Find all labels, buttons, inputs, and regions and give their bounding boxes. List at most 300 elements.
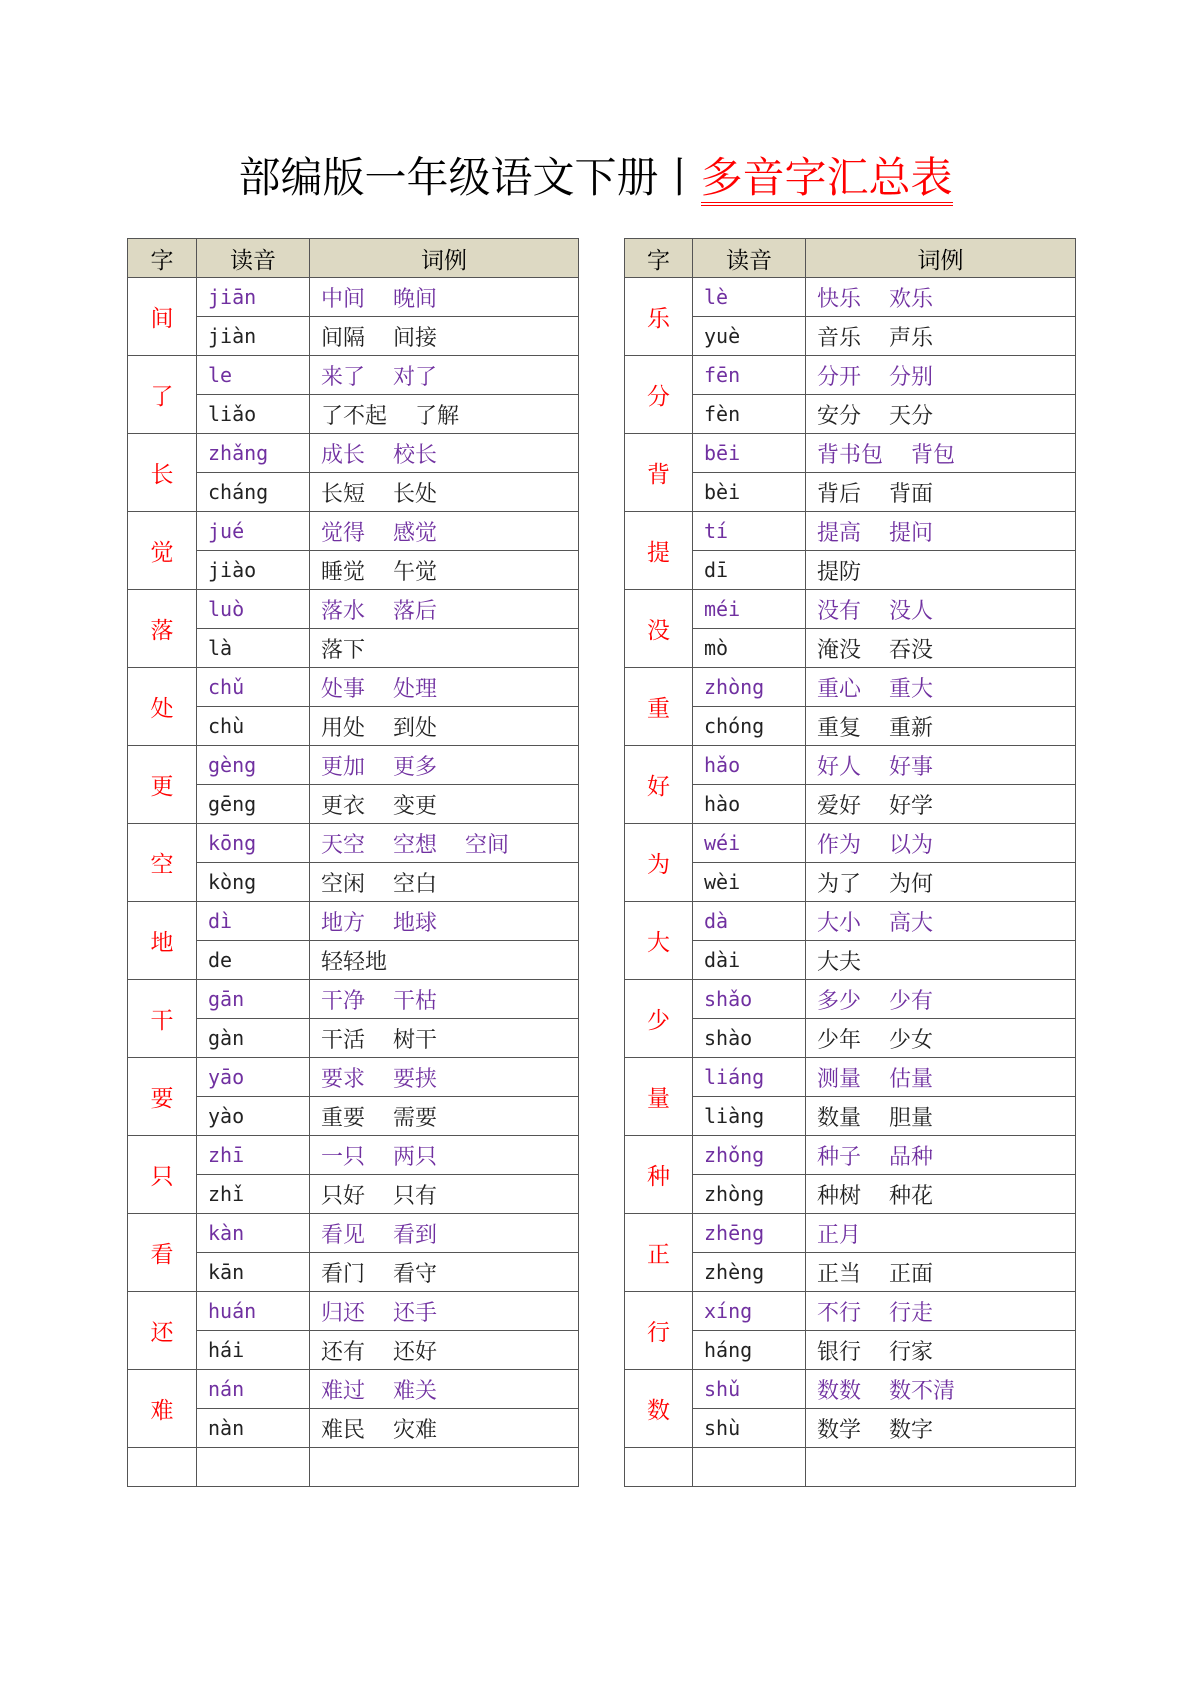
table-row bbox=[625, 551, 1076, 590]
example-word: 数不清 bbox=[889, 1378, 956, 1404]
table-row bbox=[128, 1058, 579, 1097]
example-words-cell bbox=[310, 707, 579, 746]
empty-row bbox=[128, 1448, 579, 1487]
polyphone-char: 间 bbox=[128, 278, 197, 356]
example-word: 快乐 bbox=[817, 286, 862, 312]
table-row bbox=[625, 317, 1076, 356]
example-words-cell bbox=[310, 1058, 579, 1097]
example-word: 空想 bbox=[393, 832, 438, 858]
example-word: 看门 bbox=[321, 1261, 366, 1287]
example-words-cell bbox=[310, 551, 579, 590]
example-word: 还手 bbox=[393, 1300, 438, 1326]
example-word: 需要 bbox=[393, 1105, 438, 1131]
example-word: 测量 bbox=[817, 1066, 862, 1092]
table-row bbox=[128, 902, 579, 941]
example-word: 行家 bbox=[889, 1339, 934, 1365]
pinyin-cell: kān bbox=[197, 1253, 310, 1292]
table-row bbox=[625, 1019, 1076, 1058]
pinyin-cell: hào bbox=[693, 785, 806, 824]
polyphone-char: 少 bbox=[625, 980, 693, 1058]
table-row bbox=[625, 1409, 1076, 1448]
example-words-cell bbox=[310, 278, 579, 317]
pinyin-cell: kòng bbox=[197, 863, 310, 902]
example-words-cell bbox=[806, 278, 1076, 317]
example-words-cell bbox=[806, 1019, 1076, 1058]
example-word: 种花 bbox=[889, 1183, 934, 1209]
table-row bbox=[625, 356, 1076, 395]
example-word: 树干 bbox=[393, 1027, 438, 1053]
example-word: 好人 bbox=[817, 754, 862, 780]
pinyin-cell: zhēng bbox=[693, 1214, 806, 1253]
example-word: 提问 bbox=[889, 520, 934, 546]
title-highlight: 多音字汇总表 bbox=[701, 153, 953, 206]
example-word: 没人 bbox=[889, 598, 934, 624]
example-word: 晚间 bbox=[393, 286, 438, 312]
pinyin-cell: zhǎng bbox=[197, 434, 310, 473]
example-word: 数量 bbox=[817, 1105, 862, 1131]
table-row bbox=[625, 1253, 1076, 1292]
example-words-cell bbox=[310, 824, 579, 863]
polyphone-char: 正 bbox=[625, 1214, 693, 1292]
polyphone-char: 更 bbox=[128, 746, 197, 824]
example-word: 重新 bbox=[889, 715, 934, 741]
polyphone-char: 看 bbox=[128, 1214, 197, 1292]
example-word: 难民 bbox=[321, 1417, 366, 1443]
header-char: 字 bbox=[128, 239, 197, 278]
table-row bbox=[625, 1058, 1076, 1097]
pinyin-cell: kōng bbox=[197, 824, 310, 863]
example-word: 声乐 bbox=[889, 325, 934, 351]
table-row bbox=[625, 473, 1076, 512]
example-word: 正面 bbox=[889, 1261, 934, 1287]
example-word: 淹没 bbox=[817, 637, 862, 663]
example-words-cell bbox=[310, 1409, 579, 1448]
pinyin-cell: yāo bbox=[197, 1058, 310, 1097]
pinyin-cell: háng bbox=[693, 1331, 806, 1370]
pinyin-cell: shào bbox=[693, 1019, 806, 1058]
example-words-cell bbox=[806, 824, 1076, 863]
example-words-cell bbox=[310, 863, 579, 902]
polyphone-char: 处 bbox=[128, 668, 197, 746]
header-pinyin: 读音 bbox=[197, 239, 310, 278]
table-row bbox=[625, 590, 1076, 629]
table-header bbox=[128, 239, 579, 278]
table-row bbox=[625, 941, 1076, 980]
polyphone-char: 了 bbox=[128, 356, 197, 434]
pinyin-cell: zhǐ bbox=[197, 1175, 310, 1214]
pinyin-cell: hái bbox=[197, 1331, 310, 1370]
example-word: 更加 bbox=[321, 754, 366, 780]
example-word: 银行 bbox=[817, 1339, 862, 1365]
example-word: 落下 bbox=[321, 637, 366, 663]
example-words-cell bbox=[806, 629, 1076, 668]
example-word: 种树 bbox=[817, 1183, 862, 1209]
polyphone-char: 好 bbox=[625, 746, 693, 824]
example-words-cell bbox=[310, 941, 579, 980]
example-word: 数学 bbox=[817, 1417, 862, 1443]
example-words-cell bbox=[806, 746, 1076, 785]
example-words-cell bbox=[806, 1214, 1076, 1253]
table-row bbox=[128, 1292, 579, 1331]
pinyin-cell: xíng bbox=[693, 1292, 806, 1331]
table-row bbox=[625, 746, 1076, 785]
example-word: 校长 bbox=[393, 442, 438, 468]
table-row bbox=[128, 434, 579, 473]
pinyin-cell: fēn bbox=[693, 356, 806, 395]
example-word: 难关 bbox=[393, 1378, 438, 1404]
example-words-cell bbox=[806, 1409, 1076, 1448]
example-word: 多少 bbox=[817, 988, 862, 1014]
example-word: 数字 bbox=[889, 1417, 934, 1443]
example-word: 看见 bbox=[321, 1222, 366, 1248]
example-word: 难过 bbox=[321, 1378, 366, 1404]
example-word: 好事 bbox=[889, 754, 934, 780]
example-word: 作为 bbox=[817, 832, 862, 858]
header-pinyin: 读音 bbox=[693, 239, 806, 278]
table-row bbox=[625, 1175, 1076, 1214]
example-word: 干枯 bbox=[393, 988, 438, 1014]
example-word: 地方 bbox=[321, 910, 366, 936]
example-words-cell bbox=[310, 317, 579, 356]
polyphone-char: 干 bbox=[128, 980, 197, 1058]
example-word: 还好 bbox=[393, 1339, 438, 1365]
example-word: 分别 bbox=[889, 364, 934, 390]
empty-cell-char bbox=[128, 1448, 197, 1487]
pinyin-cell: hǎo bbox=[693, 746, 806, 785]
example-words-cell bbox=[310, 1175, 579, 1214]
example-word: 空白 bbox=[393, 871, 438, 897]
pinyin-cell: bēi bbox=[693, 434, 806, 473]
pinyin-cell: lè bbox=[693, 278, 806, 317]
example-word: 来了 bbox=[321, 364, 366, 390]
pinyin-cell: jiào bbox=[197, 551, 310, 590]
example-word: 少女 bbox=[889, 1027, 934, 1053]
pinyin-cell: zhī bbox=[197, 1136, 310, 1175]
example-words-cell bbox=[310, 668, 579, 707]
table-row bbox=[128, 668, 579, 707]
example-word: 好学 bbox=[889, 793, 934, 819]
example-word: 正当 bbox=[817, 1261, 862, 1287]
table-row bbox=[625, 707, 1076, 746]
example-word: 长处 bbox=[393, 481, 438, 507]
example-word: 重大 bbox=[889, 676, 934, 702]
example-word: 轻轻地 bbox=[321, 949, 388, 975]
example-words-cell bbox=[310, 1331, 579, 1370]
table-row bbox=[128, 980, 579, 1019]
example-word: 正月 bbox=[817, 1222, 862, 1248]
example-words-cell bbox=[806, 356, 1076, 395]
example-words-cell bbox=[310, 1019, 579, 1058]
example-words-cell bbox=[806, 1136, 1076, 1175]
example-word: 间隔 bbox=[321, 325, 366, 351]
pinyin-cell: dà bbox=[693, 902, 806, 941]
pinyin-cell: shǔ bbox=[693, 1370, 806, 1409]
example-words-cell bbox=[310, 434, 579, 473]
example-word: 背后 bbox=[817, 481, 862, 507]
example-words-cell bbox=[310, 1097, 579, 1136]
example-word: 看到 bbox=[393, 1222, 438, 1248]
pinyin-cell: chóng bbox=[693, 707, 806, 746]
example-words-cell bbox=[806, 707, 1076, 746]
example-word: 看守 bbox=[393, 1261, 438, 1287]
example-word: 到处 bbox=[393, 715, 438, 741]
pinyin-cell: là bbox=[197, 629, 310, 668]
pinyin-cell: dī bbox=[693, 551, 806, 590]
example-word: 更衣 bbox=[321, 793, 366, 819]
example-word: 更多 bbox=[393, 754, 438, 780]
pinyin-cell: liáng bbox=[693, 1058, 806, 1097]
polyphone-char: 长 bbox=[128, 434, 197, 512]
polyphone-char: 觉 bbox=[128, 512, 197, 590]
example-words-cell bbox=[806, 434, 1076, 473]
table-row bbox=[625, 668, 1076, 707]
polyphone-char: 分 bbox=[625, 356, 693, 434]
example-word: 要挟 bbox=[393, 1066, 438, 1092]
table-row bbox=[625, 863, 1076, 902]
title-main: 部编版一年级语文下册丨 bbox=[238, 153, 701, 202]
polyphone-char: 背 bbox=[625, 434, 693, 512]
example-words-cell bbox=[806, 1253, 1076, 1292]
pinyin-cell: zhòng bbox=[693, 668, 806, 707]
pinyin-cell: tí bbox=[693, 512, 806, 551]
example-words-cell bbox=[310, 1214, 579, 1253]
table-header bbox=[625, 239, 1076, 278]
table-row bbox=[625, 824, 1076, 863]
header-char: 字 bbox=[625, 239, 693, 278]
example-word: 了不起 bbox=[321, 403, 388, 429]
pinyin-cell: le bbox=[197, 356, 310, 395]
example-words-cell bbox=[310, 785, 579, 824]
table-row bbox=[625, 434, 1076, 473]
example-words-cell bbox=[310, 1370, 579, 1409]
example-word: 只好 bbox=[321, 1183, 366, 1209]
example-words-cell bbox=[806, 1097, 1076, 1136]
table-row bbox=[625, 1331, 1076, 1370]
example-word: 觉得 bbox=[321, 520, 366, 546]
page-title bbox=[0, 145, 1191, 205]
pinyin-cell: jiàn bbox=[197, 317, 310, 356]
pinyin-cell: shǎo bbox=[693, 980, 806, 1019]
pinyin-cell: méi bbox=[693, 590, 806, 629]
pinyin-cell: nàn bbox=[197, 1409, 310, 1448]
pinyin-cell: yào bbox=[197, 1097, 310, 1136]
example-words-cell bbox=[310, 980, 579, 1019]
pinyin-cell: gàn bbox=[197, 1019, 310, 1058]
table-row bbox=[625, 395, 1076, 434]
pinyin-cell: jué bbox=[197, 512, 310, 551]
polyphone-char: 大 bbox=[625, 902, 693, 980]
example-word: 感觉 bbox=[393, 520, 438, 546]
example-word: 灾难 bbox=[393, 1417, 438, 1443]
empty-cell-words bbox=[806, 1448, 1076, 1487]
pinyin-cell: dài bbox=[693, 941, 806, 980]
pinyin-cell: gèng bbox=[197, 746, 310, 785]
example-word: 地球 bbox=[393, 910, 438, 936]
example-word: 落水 bbox=[321, 598, 366, 624]
polyphone-char: 还 bbox=[128, 1292, 197, 1370]
example-word: 对了 bbox=[393, 364, 438, 390]
example-word: 背面 bbox=[889, 481, 934, 507]
example-words-cell bbox=[806, 1292, 1076, 1331]
example-words-cell bbox=[806, 512, 1076, 551]
polyphone-char: 没 bbox=[625, 590, 693, 668]
example-word: 处理 bbox=[393, 676, 438, 702]
example-words-cell bbox=[806, 863, 1076, 902]
pinyin-cell: wéi bbox=[693, 824, 806, 863]
example-words-cell bbox=[806, 317, 1076, 356]
example-word: 种子 bbox=[817, 1144, 862, 1170]
example-words-cell bbox=[806, 941, 1076, 980]
table-row bbox=[625, 1136, 1076, 1175]
example-words-cell bbox=[806, 980, 1076, 1019]
empty-cell-pinyin bbox=[197, 1448, 310, 1487]
example-word: 两只 bbox=[393, 1144, 438, 1170]
example-words-cell bbox=[806, 1370, 1076, 1409]
example-word: 空间 bbox=[465, 832, 510, 858]
example-word: 行走 bbox=[889, 1300, 934, 1326]
example-word: 胆量 bbox=[889, 1105, 934, 1131]
example-word: 空闲 bbox=[321, 871, 366, 897]
pinyin-cell: de bbox=[197, 941, 310, 980]
pinyin-cell: fèn bbox=[693, 395, 806, 434]
example-word: 少年 bbox=[817, 1027, 862, 1053]
example-words-cell bbox=[310, 629, 579, 668]
polyphone-char: 落 bbox=[128, 590, 197, 668]
polyphone-char: 量 bbox=[625, 1058, 693, 1136]
example-words-cell bbox=[806, 1058, 1076, 1097]
polyphone-char: 提 bbox=[625, 512, 693, 590]
polyphone-table-left bbox=[127, 238, 579, 1487]
pinyin-cell: gēng bbox=[197, 785, 310, 824]
example-words-cell bbox=[806, 395, 1076, 434]
table-row bbox=[128, 512, 579, 551]
polyphone-char: 重 bbox=[625, 668, 693, 746]
example-word: 音乐 bbox=[817, 325, 862, 351]
example-word: 吞没 bbox=[889, 637, 934, 663]
polyphone-char: 种 bbox=[625, 1136, 693, 1214]
table-row bbox=[128, 356, 579, 395]
table-row bbox=[625, 278, 1076, 317]
example-word: 用处 bbox=[321, 715, 366, 741]
table-row bbox=[625, 629, 1076, 668]
pinyin-cell: nán bbox=[197, 1370, 310, 1409]
example-word: 天分 bbox=[889, 403, 934, 429]
table-row bbox=[625, 785, 1076, 824]
pinyin-cell: liàng bbox=[693, 1097, 806, 1136]
table-row bbox=[625, 1214, 1076, 1253]
table-row bbox=[625, 902, 1076, 941]
polyphone-char: 乐 bbox=[625, 278, 693, 356]
pinyin-cell: zhǒng bbox=[693, 1136, 806, 1175]
table-row bbox=[128, 1214, 579, 1253]
example-word: 以为 bbox=[889, 832, 934, 858]
polyphone-char: 空 bbox=[128, 824, 197, 902]
polyphone-table-right bbox=[624, 238, 1076, 1487]
table-row bbox=[128, 278, 579, 317]
pinyin-cell: shù bbox=[693, 1409, 806, 1448]
pinyin-cell: mò bbox=[693, 629, 806, 668]
example-words-cell bbox=[310, 902, 579, 941]
table-row bbox=[625, 1097, 1076, 1136]
example-word: 一只 bbox=[321, 1144, 366, 1170]
example-word: 提高 bbox=[817, 520, 862, 546]
pinyin-cell: zhòng bbox=[693, 1175, 806, 1214]
example-word: 成长 bbox=[321, 442, 366, 468]
pinyin-cell: huán bbox=[197, 1292, 310, 1331]
example-word: 只有 bbox=[393, 1183, 438, 1209]
example-word: 背包 bbox=[911, 442, 956, 468]
polyphone-char: 数 bbox=[625, 1370, 693, 1448]
pinyin-cell: wèi bbox=[693, 863, 806, 902]
example-word: 爱好 bbox=[817, 793, 862, 819]
example-words-cell bbox=[310, 512, 579, 551]
example-word: 天空 bbox=[321, 832, 366, 858]
pinyin-cell: yuè bbox=[693, 317, 806, 356]
example-word: 少有 bbox=[889, 988, 934, 1014]
table-row bbox=[625, 1370, 1076, 1409]
example-word: 干净 bbox=[321, 988, 366, 1014]
table-row bbox=[128, 746, 579, 785]
empty-cell-char bbox=[625, 1448, 693, 1487]
pinyin-cell: luò bbox=[197, 590, 310, 629]
table-row bbox=[625, 512, 1076, 551]
example-words-cell bbox=[310, 473, 579, 512]
pinyin-cell: bèi bbox=[693, 473, 806, 512]
example-word: 了解 bbox=[415, 403, 460, 429]
pinyin-cell: gān bbox=[197, 980, 310, 1019]
table-row bbox=[128, 590, 579, 629]
example-words-cell bbox=[310, 1292, 579, 1331]
example-words-cell bbox=[806, 1331, 1076, 1370]
table-row bbox=[128, 1136, 579, 1175]
example-word: 大小 bbox=[817, 910, 862, 936]
empty-cell-pinyin bbox=[693, 1448, 806, 1487]
example-words-cell bbox=[806, 902, 1076, 941]
example-words-cell bbox=[806, 551, 1076, 590]
empty-cell-words bbox=[310, 1448, 579, 1487]
example-words-cell bbox=[310, 590, 579, 629]
example-word: 重要 bbox=[321, 1105, 366, 1131]
example-words-cell bbox=[310, 1253, 579, 1292]
polyphone-char: 地 bbox=[128, 902, 197, 980]
table-row bbox=[128, 1370, 579, 1409]
table-row bbox=[625, 1292, 1076, 1331]
empty-row bbox=[625, 1448, 1076, 1487]
polyphone-char: 行 bbox=[625, 1292, 693, 1370]
example-word: 处事 bbox=[321, 676, 366, 702]
example-word: 归还 bbox=[321, 1300, 366, 1326]
polyphone-char: 只 bbox=[128, 1136, 197, 1214]
example-word: 干活 bbox=[321, 1027, 366, 1053]
example-word: 为了 bbox=[817, 871, 862, 897]
example-word: 提防 bbox=[817, 559, 862, 585]
example-word: 为何 bbox=[889, 871, 934, 897]
example-words-cell bbox=[310, 1136, 579, 1175]
pinyin-cell: liǎo bbox=[197, 395, 310, 434]
example-word: 长短 bbox=[321, 481, 366, 507]
pinyin-cell: kàn bbox=[197, 1214, 310, 1253]
example-word: 大夫 bbox=[817, 949, 862, 975]
example-words-cell bbox=[806, 1175, 1076, 1214]
pinyin-cell: zhèng bbox=[693, 1253, 806, 1292]
example-words-cell bbox=[310, 395, 579, 434]
example-word: 背书包 bbox=[817, 442, 884, 468]
pinyin-cell: cháng bbox=[197, 473, 310, 512]
example-word: 欢乐 bbox=[889, 286, 934, 312]
example-word: 落后 bbox=[393, 598, 438, 624]
example-word: 午觉 bbox=[393, 559, 438, 585]
example-word: 不行 bbox=[817, 1300, 862, 1326]
